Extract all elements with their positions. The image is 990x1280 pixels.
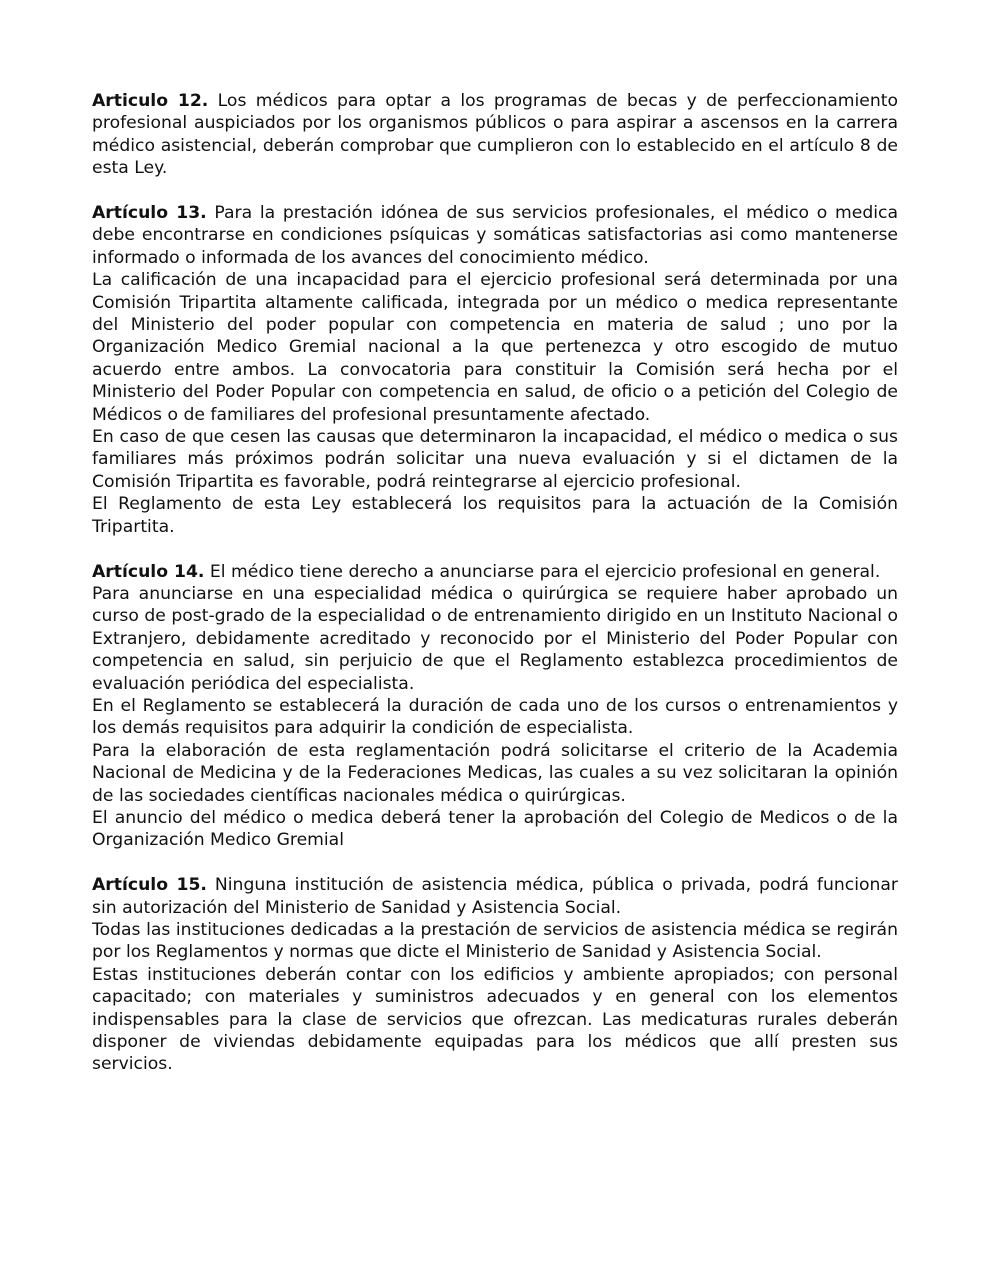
- article-paragraph: Todas las instituciones dedicadas a la prestación de servicios de asistencia médica se regirán por los Reglamentos y normas que dicte el Ministerio de Sanidad y Asistencia Social.: [92, 919, 898, 963]
- article-paragraph: Para la elaboración de esta reglamentación podrá solicitarse el criterio de la Academia Nacional de Medicina y de la Federaciones Medicas, las cuales a su vez solicitaran la opinión de las sociedades científicas nacionales médica o quirúrgicas.: [92, 740, 898, 806]
- article-text: Ninguna institución de asistencia médica, pública o privada, podrá funcionar sin autorización del Ministerio de Sanidad y Asistencia Social.: [92, 875, 898, 918]
- article-heading: Articulo 12.: [92, 91, 209, 111]
- article-13: [92, 202, 898, 538]
- article-paragraph: La calificación de una incapacidad para el ejercicio profesional será determinada por una Comisión Tripartita altamente calificada, integrada por un médico o medica representante del Ministerio del poder popular con competencia en materia de salud ; uno por la Organización Medico Gremial nacional a la que pertenezca y otro escogido de mutuo acuerdo entre ambos. La convocatoria para constituir la Comisión será hecha por el Ministerio del Poder Popular con competencia en salud, de oficio o a petición del Colegio de Médicos o de familiares del profesional presuntamente afectado.: [92, 270, 898, 425]
- article-heading: Artículo 15.: [92, 875, 207, 896]
- article-paragraph: [92, 90, 898, 180]
- article-paragraph: El anuncio del médico o medica deberá tener la aprobación del Colegio de Medicos o de la Organización Medico Gremial: [92, 807, 898, 851]
- article-paragraph: [92, 202, 898, 269]
- article-heading: Artículo 14.: [92, 561, 205, 582]
- article-paragraph: Para anunciarse en una especialidad médica o quirúrgica se requiere haber aprobado un curso de post-grado de la especialidad o de entrenamiento dirigido en un Instituto Nacional o Extranjero, debidamente acreditado y reconocido por el Ministerio del Poder Popular con competencia en salud, sin perjuicio de que el Reglamento establezca procedimientos de evaluación periódica del especialista.: [92, 583, 898, 694]
- document-page: [92, 90, 898, 1098]
- article-paragraph: Estas instituciones deberán contar con los edificios y ambiente apropiados; con personal capacitado; con materiales y suministros adecuados y en general con los elementos indispensables para la clase de servicios que ofrezcan. Las medicaturas rurales deberán disponer de viviendas debidamente equipadas para los médicos que allí presten sus servicios.: [92, 964, 898, 1075]
- article-heading: Artículo 13.: [92, 203, 207, 224]
- article-14: [92, 561, 898, 852]
- article-paragraph: El Reglamento de esta Ley establecerá los requisitos para la actuación de la Comisión Tripartita.: [92, 494, 898, 537]
- article-paragraph: En el Reglamento se establecerá la duración de cada uno de los cursos o entrenamientos y los demás requisitos para adquirir la condición de especialista.: [92, 695, 898, 739]
- article-text: Los médicos para optar a los programas de becas y de perfeccionamiento profesional auspiciados por los organismos públicos o para aspirar a ascensos en la carrera médico asistencial, deberán comprobar que cumplieron con lo establecido en el artículo 8 de esta Ley.: [92, 91, 898, 179]
- article-paragraph: En caso de que cesen las causas que determinaron la incapacidad, el médico o medica o sus familiares más próximos podrán solicitar una nueva evaluación y si el dictamen de la Comisión Tripartita es favorable, podrá reintegrarse al ejercicio profesional.: [92, 427, 898, 492]
- article-paragraph: [92, 561, 898, 583]
- article-text: Para la prestación idónea de sus servicios profesionales, el médico o medica debe encontrarse en condiciones psíquicas y somáticas satisfactorias asi como mantenerse informado o informada de los avances del conocimiento médico.: [92, 203, 898, 268]
- article-12: [92, 90, 898, 180]
- article-paragraph: [92, 874, 898, 919]
- article-15: [92, 874, 898, 1076]
- article-text: El médico tiene derecho a anunciarse para el ejercicio profesional en general.: [209, 561, 881, 582]
